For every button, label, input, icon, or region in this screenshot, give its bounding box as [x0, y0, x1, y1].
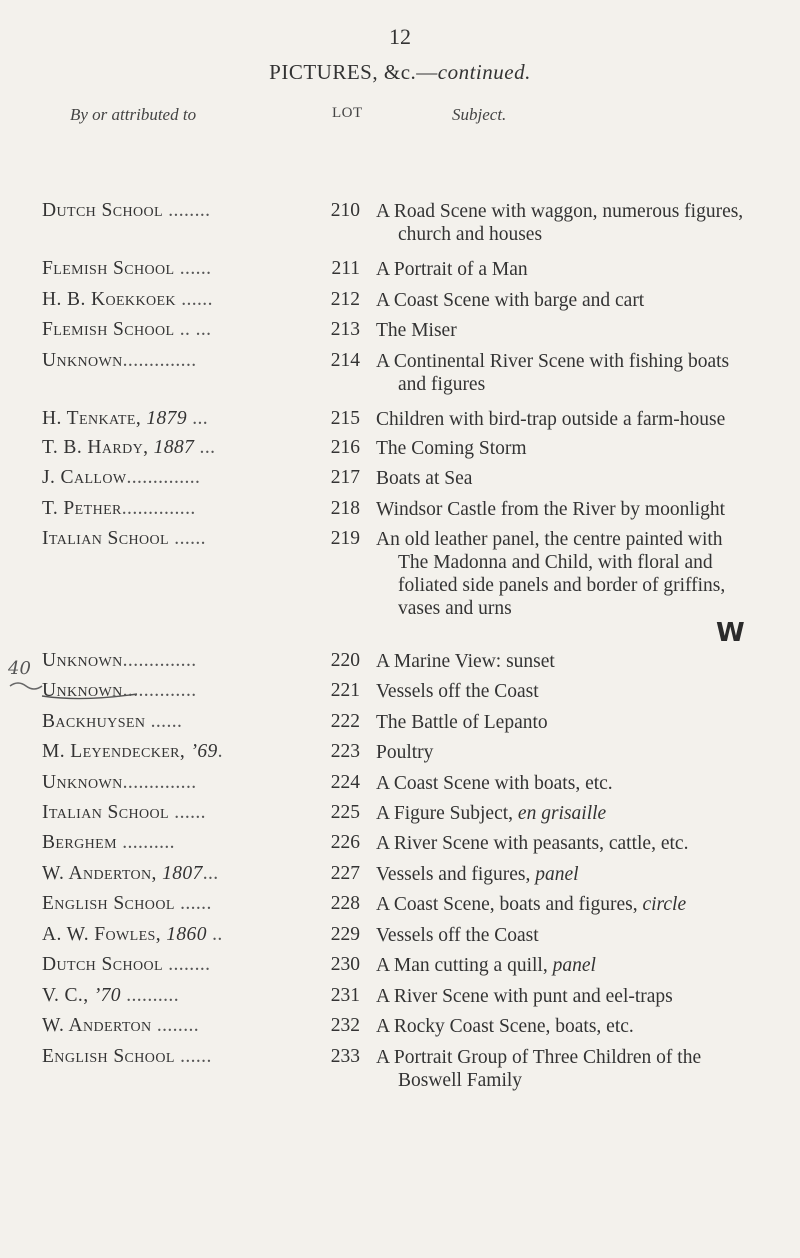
- artist-name: Unknown..............: [42, 680, 197, 701]
- lot-number: 218: [330, 498, 360, 519]
- artist-name: W. Anderton, 1807...: [42, 863, 219, 884]
- lot-number: 225: [330, 802, 360, 823]
- subject-description: An old leather panel, the centre painted with The Madonna and Child, with floral and foliated side panels and border of griffins, vases and urns: [376, 529, 726, 619]
- artist-name: A. W. Fowles, 1860 ..: [42, 924, 223, 945]
- subject-description: A Marine View: sunset: [376, 651, 555, 672]
- lot-number: 229: [330, 924, 360, 945]
- artist-name: Unknown..............: [42, 772, 197, 793]
- artist-name: W. Anderton ........: [42, 1015, 200, 1036]
- lot-number: 228: [330, 893, 360, 914]
- artist-name: H. B. Koekkoek ......: [42, 289, 213, 310]
- subject-description: Boats at Sea: [376, 468, 473, 489]
- lot-number: 220: [330, 650, 360, 671]
- leader-dots: ..............: [121, 498, 196, 519]
- column-header-subject: Subject.: [452, 105, 507, 124]
- page-number: 12: [389, 24, 411, 49]
- lot-number: 216: [330, 437, 360, 458]
- lot-number: 226: [330, 832, 360, 853]
- leader-dots: ........: [162, 954, 211, 975]
- artist-name: Flemish School .. ...: [42, 319, 212, 340]
- lot-number: 224: [330, 772, 360, 793]
- leader-dots: ...: [186, 408, 209, 429]
- leader-dots: ......: [175, 289, 213, 310]
- leader-dots: ..............: [122, 772, 197, 793]
- lot-number: 222: [330, 711, 360, 732]
- leader-dots: ...: [194, 437, 216, 458]
- artist-name: English School ......: [42, 893, 212, 914]
- lot-number: 223: [330, 741, 360, 762]
- margin-note-text: 40: [8, 658, 31, 679]
- leader-dots: .: [217, 741, 223, 762]
- subject-description: Children with bird-trap outside a farm-house: [376, 409, 726, 430]
- section-heading-continued: continued.: [437, 60, 531, 84]
- subject-description: Vessels off the Coast: [376, 681, 539, 702]
- lot-number: 232: [330, 1015, 360, 1036]
- column-header-lot: LOT: [332, 105, 363, 121]
- subject-description: Vessels and figures, panel: [376, 864, 579, 885]
- leader-dots: ..: [206, 924, 223, 945]
- leader-dots: ..............: [126, 467, 201, 488]
- artist-name: English School ......: [42, 1046, 212, 1067]
- artist-name: M. Leyendecker, ’69.: [42, 741, 223, 762]
- leader-dots: ......: [145, 711, 183, 732]
- leader-dots: ..........: [116, 832, 175, 853]
- subject-description: A Coast Scene, boats and figures, circle: [376, 894, 687, 915]
- artist-name: Italian School ......: [42, 528, 206, 549]
- artist-date: ’70: [88, 985, 121, 1006]
- subject-description: A Portrait Group of Three Children of the Boswell Family: [376, 1047, 702, 1091]
- artist-name: H. Tenkate, 1879 ...: [42, 408, 209, 429]
- handwritten-mark-text: W: [716, 618, 745, 647]
- artist-name: Flemish School ......: [42, 258, 212, 279]
- artist-name: Italian School ......: [42, 802, 206, 823]
- artist-name: J. Callow..............: [42, 467, 201, 488]
- subject-description: Poultry: [376, 742, 434, 763]
- artist-name: T. B. Hardy, 1887 ...: [42, 437, 216, 458]
- section-heading-main: PICTURES, &c.—: [269, 60, 438, 84]
- lot-number: 219: [330, 528, 360, 549]
- subject-description: A Road Scene with waggon, numerous figures, church and houses: [376, 201, 744, 245]
- lot-number: 211: [331, 258, 360, 279]
- artist-date: 1860: [160, 924, 207, 945]
- subject-description: Windsor Castle from the River by moonlight: [376, 499, 726, 520]
- subject-description: A River Scene with punt and eel-traps: [376, 986, 673, 1007]
- lot-number: 215: [330, 408, 360, 429]
- subject-description: A Coast Scene with boats, etc.: [376, 773, 613, 794]
- artist-name: Berghem ..........: [42, 832, 175, 853]
- subject-description: A Figure Subject, en grisaille: [376, 803, 607, 824]
- subject-description: Vessels off the Coast: [376, 925, 539, 946]
- artist-name: Dutch School ........: [42, 954, 211, 975]
- subject-description: A Portrait of a Man: [376, 259, 528, 280]
- leader-dots: ........: [151, 1015, 200, 1036]
- lot-number: 214: [330, 350, 360, 371]
- artist-name: V. C., ’70 ..........: [42, 985, 179, 1006]
- leader-dots: ...: [202, 863, 219, 884]
- lot-number: 230: [330, 954, 360, 975]
- subject-description: A Coast Scene with barge and cart: [376, 290, 645, 311]
- artist-date: 1887: [148, 437, 195, 458]
- leader-dots: ..............: [122, 680, 197, 701]
- handwritten-mark: [714, 617, 754, 647]
- artist-date: 1807: [156, 863, 203, 884]
- leader-dots: ........: [162, 200, 211, 221]
- section-heading: [0, 60, 800, 85]
- leader-dots: ..............: [122, 350, 197, 371]
- lot-number: 231: [330, 985, 360, 1006]
- leader-dots: ......: [169, 528, 206, 549]
- leader-dots: ......: [174, 258, 212, 279]
- column-header-artist: By or attributed to: [70, 105, 197, 124]
- subject-description: A River Scene with peasants, cattle, etc.: [376, 833, 689, 854]
- lot-number: 221: [330, 680, 360, 701]
- pencil-underline: [40, 692, 140, 706]
- subject-description: The Miser: [376, 320, 457, 341]
- lot-number: 212: [330, 289, 360, 310]
- leader-dots: ......: [174, 893, 212, 914]
- leader-dots: ..........: [120, 985, 179, 1006]
- leader-dots: ..............: [122, 650, 197, 671]
- artist-name: T. Pether..............: [42, 498, 196, 519]
- subject-description: The Coming Storm: [376, 438, 527, 459]
- artist-name: Backhuysen ......: [42, 711, 183, 732]
- leader-dots: ......: [174, 1046, 212, 1067]
- artist-name: Unknown..............: [42, 350, 197, 371]
- lot-number: 213: [330, 319, 360, 340]
- subject-description: A Continental River Scene with fishing boats and figures: [376, 351, 730, 395]
- lot-number: 227: [330, 863, 360, 884]
- subject-description: A Rocky Coast Scene, boats, etc.: [376, 1016, 634, 1037]
- artist-name: Unknown..............: [42, 650, 197, 671]
- leader-dots: ......: [169, 802, 206, 823]
- lot-number: 210: [330, 200, 360, 221]
- lot-number: 233: [330, 1046, 360, 1067]
- artist-name: Dutch School ........: [42, 200, 211, 221]
- leader-dots: .. ...: [174, 319, 212, 340]
- lot-number: 217: [330, 467, 360, 488]
- subject-description: A Man cutting a quill, panel: [376, 955, 596, 976]
- subject-description: The Battle of Lepanto: [376, 712, 548, 733]
- artist-date: 1879: [141, 408, 187, 429]
- artist-date: ’69: [185, 741, 218, 762]
